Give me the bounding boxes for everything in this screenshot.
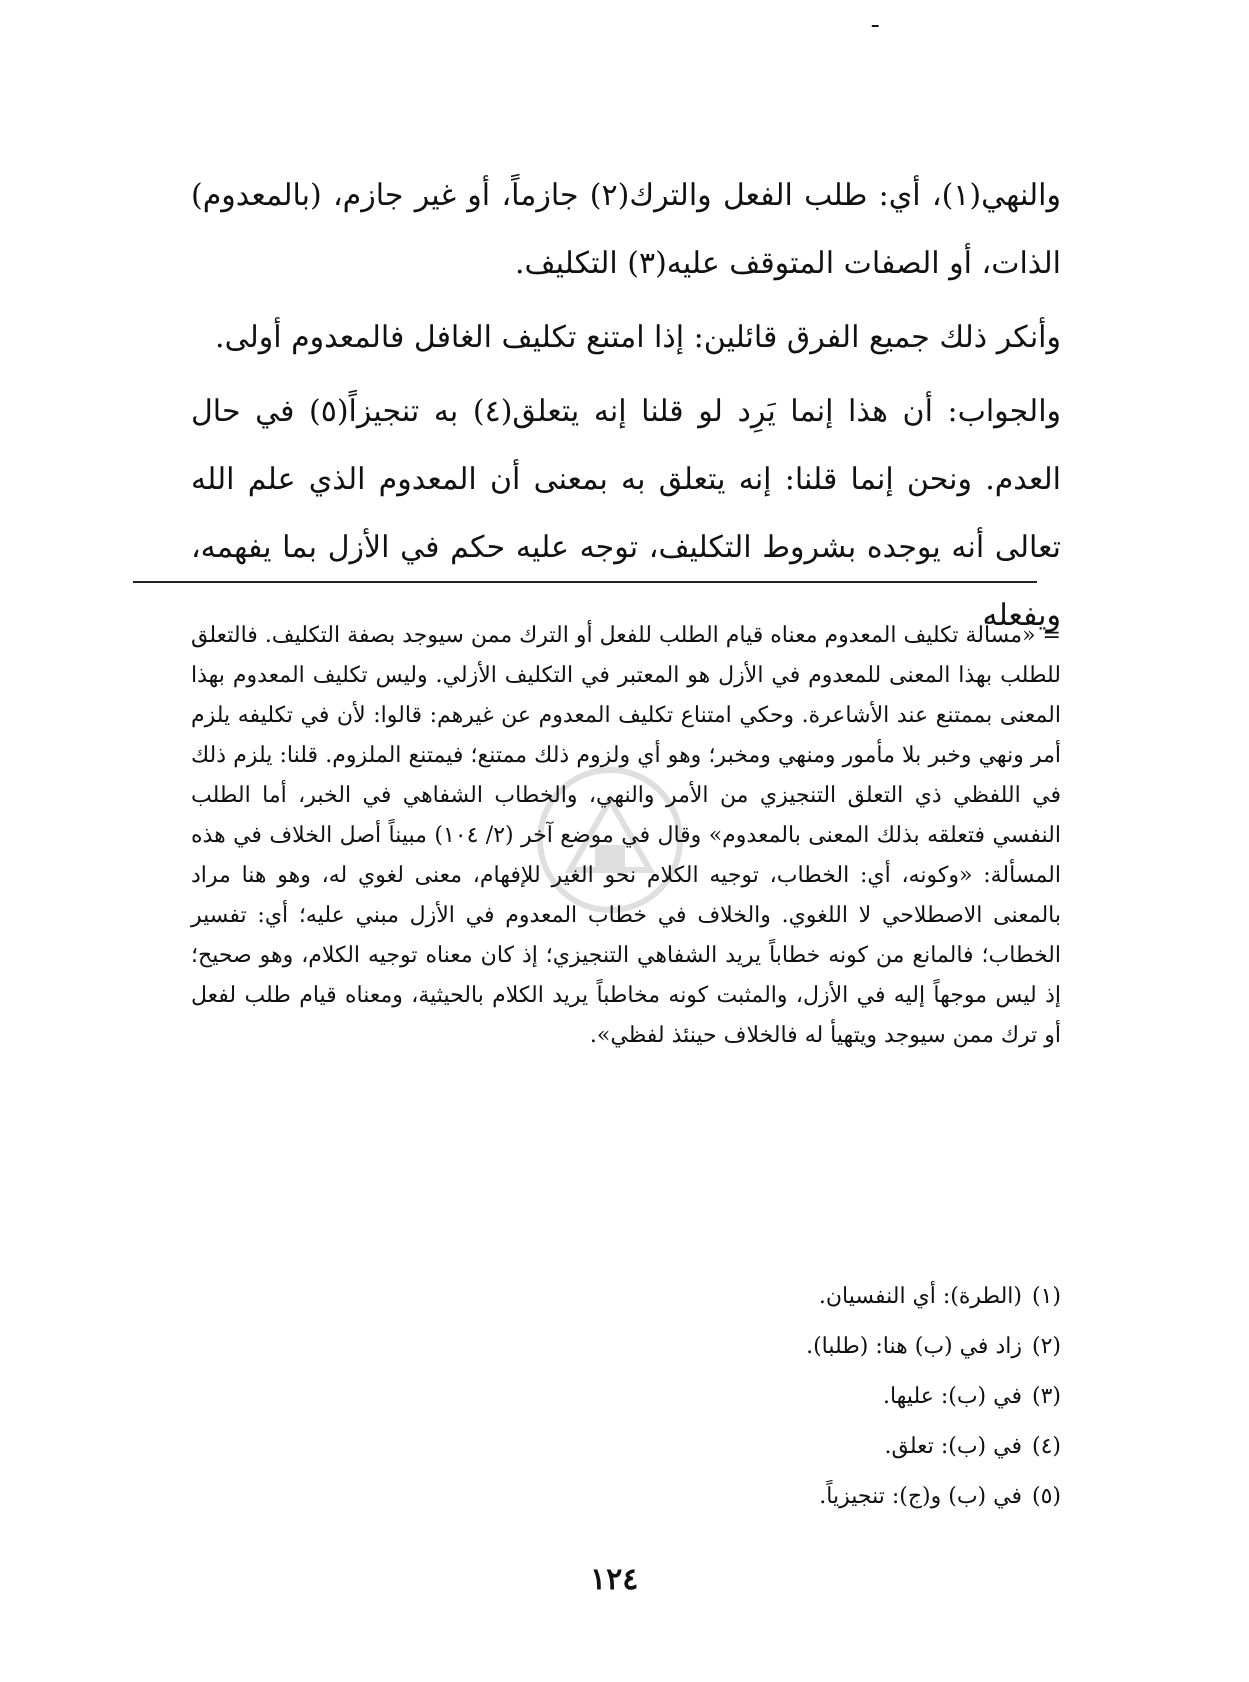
main-paragraph: والجواب: أن هذا إنما يَرِد لو قلنا إنه يتعلق(٤) به تنجيزاً(٥) في حال العدم. ونحن إنما قلنا: إنه يتعلق به بمعنى أن المعدوم الذي علم الله تعالى أنه يوجده بشروط التكليف، توجه عليه حكم في الأزل بما يفهمه، ويفعله <box>191 394 1062 633</box>
footnote <box>191 1472 1061 1522</box>
top-mark: ـ <box>872 8 879 33</box>
footnote-number: (٤) <box>1031 1434 1061 1459</box>
footnote-text: (الطرة): أي النفسيان. <box>818 1284 1022 1309</box>
footnote-number: (٥) <box>1031 1484 1061 1509</box>
footnote-text: في (ب) و(ج): تنجيزياً. <box>819 1484 1022 1509</box>
commentary-text <box>191 616 1061 1056</box>
footnote-text: في (ب): عليها. <box>882 1384 1022 1409</box>
footnote <box>191 1422 1061 1472</box>
footnote <box>191 1372 1061 1422</box>
footnote-text: في (ب): تعلق. <box>884 1434 1022 1459</box>
footnote-number: (٣) <box>1031 1384 1061 1409</box>
main-text <box>191 162 1061 650</box>
main-paragraph: والنهي(١)، أي: طلب الفعل والترك(٢) جازماً، أو غير جازم، (بالمعدوم) الذات، أو الصفات المتوقف عليه(٣) التكليف. <box>191 178 1061 281</box>
main-paragraph: وأنكر ذلك جميع الفرق قائلين: إذا امتنع تكليف الغافل فالمعدوم أولى. <box>215 320 1061 355</box>
page-number: ١٢٤ <box>590 1562 639 1597</box>
footnote-number: (١) <box>1031 1284 1061 1309</box>
commentary-paragraph: = «مسألة تكليف المعدوم معناه قيام الطلب للفعل أو الترك ممن سيوجد بصفة التكليف. فالتعلق للطلب بهذا المعنى للمعدوم في الأزل هو المعتبر في التكليف الأزلي. وليس تكليف المعدوم بهذا المعنى بممتنع عند الأشاعرة. وحكي امتناع تكليف المعدوم عن غيرهم: قالوا: لأن في تكليفه يلزم أمر ونهي وخبر بلا مأمور ومنهي ومخبر؛ وهو أي ولزوم ذلك ممتنع؛ فيمتنع الملزوم. قلنا: يلزم ذلك في اللفظي ذي التعلق التنجيزي من الأمر والنهي، والخطاب الشفاهي في الخبر، أما الطلب النفسي فتعلقه بذلك المعنى بالمعدوم» وقال في موضع آخر (٢/ ١٠٤) مبيناً أصل الخلاف في هذه المسألة: «وكونه، أي: الخطاب، توجيه الكلام نحو الغير للإفهام، معنى لغوي له، وهو هنا مراد بالمعنى الاصطلاحي لا اللغوي. والخلاف في خطاب المعدوم في الأزل مبني عليه؛ أي: تفسير الخطاب؛ فالمانع من كونه خطاباً يريد الشفاهي التنجيزي؛ إذ كان معناه توجيه الكلام، وهو صحيح؛ إذ ليس موجهاً إليه في الأزل، والمثبت كونه مخاطباً يريد الكلام بالحيثية، ومعناه قيام طلب لفعل أو ترك ممن سيوجد ويتهيأ له فالخلاف حينئذ لفظي». <box>191 623 1061 1048</box>
footnotes <box>191 1272 1061 1522</box>
footnote-divider <box>133 581 1037 583</box>
footnote <box>191 1272 1061 1322</box>
footnote <box>191 1322 1061 1372</box>
footnote-text: زاد في (ب) هنا: (طلبا). <box>806 1334 1022 1359</box>
footnote-number: (٢) <box>1031 1334 1061 1359</box>
